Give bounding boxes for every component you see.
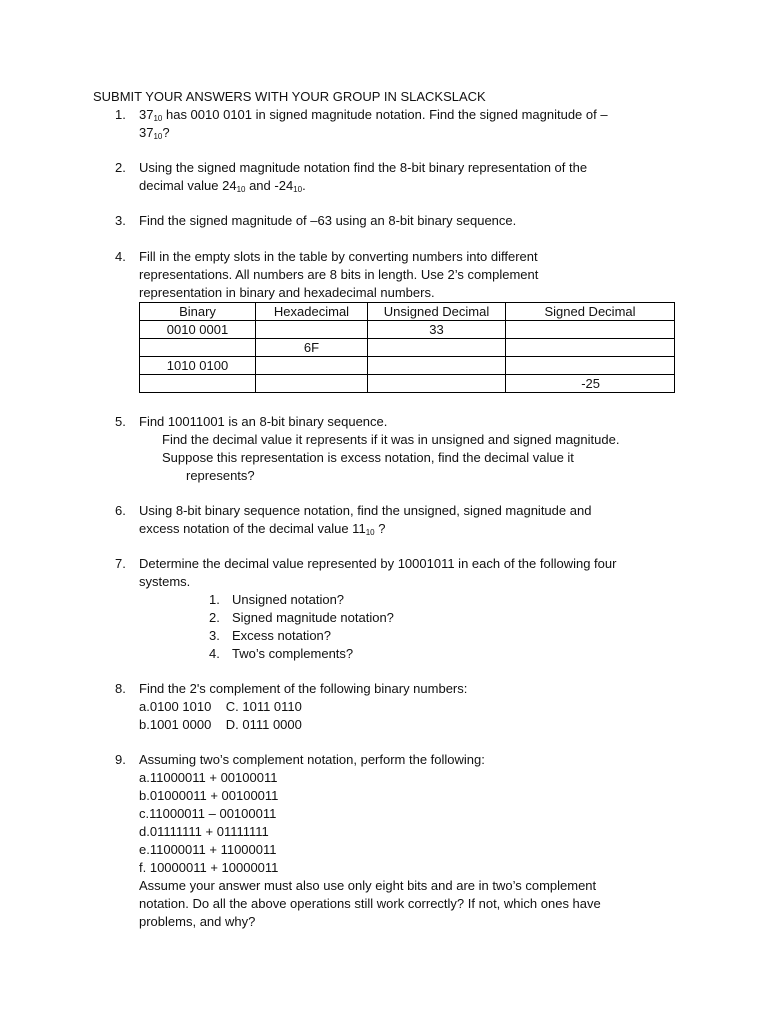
question-5-line-4: represents? [186,468,255,483]
table-cell[interactable] [140,339,256,357]
question-8-line-1: Find the 2's complement of the following binary numbers: [139,681,468,696]
table-cell[interactable] [368,339,506,357]
header-binary: Binary [140,303,256,321]
question-6-line-1: Using 8-bit binary sequence notation, find the unsigned, signed magnitude and [139,503,592,518]
table-cell[interactable]: 33 [368,321,506,339]
question-1-line-2: $37_{10}$? [139,125,170,141]
list-item: Unsigned notation? [232,592,345,607]
table-row [140,357,675,375]
operation-item: c.11000011 – 00100011 [139,806,277,821]
table-cell[interactable] [506,321,675,339]
question-6-line-2: excess notation of the decimal value $11_{10}$ ? [139,521,386,537]
list-item: Two’s complements? [232,646,354,661]
question-7-line-2: systems. [139,574,191,589]
table-row [140,375,675,393]
header-unsigned-decimal: Unsigned Decimal [368,303,506,321]
question-9-closing-line-1: Assume your answer must also use only eight bits and are in two’s complement [139,878,597,893]
page-header: SUBMIT YOUR ANSWERS WITH YOUR GROUP IN SLACKSLACK [93,89,486,104]
table-cell[interactable] [506,357,675,375]
header-signed-decimal: Signed Decimal [506,303,675,321]
question-1-number: 1. [115,107,126,122]
question-4-line-1: Fill in the empty slots in the table by converting numbers into different [139,249,538,264]
question-2-line-1: Using the signed magnitude notation find the 8-bit binary representation of the [139,160,588,175]
question-5-line-1: Find 10011001 is an 8-bit binary sequence. [139,414,388,429]
list-item: Signed magnitude notation? [232,610,394,625]
question-6-number: 6. [115,503,126,518]
table-cell[interactable]: 1010 0100 [140,357,256,375]
question-7-line-1: Determine the decimal value represented by 10001011 in each of the following four [139,556,617,571]
question-3-number: 3. [115,213,126,228]
operation-item: b.01000011 + 00100011 [139,788,279,803]
question-3-text: Find the signed magnitude of –63 using an 8-bit binary sequence. [139,213,517,228]
table-cell[interactable] [140,375,256,393]
question-8-number: 8. [115,681,126,696]
table-cell[interactable] [368,375,506,393]
conversion-table [139,302,675,393]
question-8-line-3: b.1001 0000 D. 0111 0000 [139,717,302,732]
list-item-number: 2. [209,610,220,625]
operation-item: f. 10000011 + 10000011 [139,860,279,875]
table-header-row [140,303,675,321]
question-5-line-3: Suppose this representation is excess notation, find the decimal value it [162,450,574,465]
table-cell[interactable] [506,339,675,357]
question-5-number: 5. [115,414,126,429]
list-item: Excess notation? [232,628,332,643]
operation-item: a.11000011 + 00100011 [139,770,278,785]
question-4-number: 4. [115,249,126,264]
table-cell[interactable]: 0010 0001 [140,321,256,339]
table-cell[interactable] [256,357,368,375]
question-9-number: 9. [115,752,126,767]
table-cell[interactable]: -25 [506,375,675,393]
operation-item: d.01111111 + 01111111 [139,824,269,839]
question-8-line-2: a.0100 1010 C. 1011 0110 [139,699,302,714]
question-4-line-2: representations. All numbers are 8 bits in length. Use 2’s complement [139,267,539,282]
question-9-closing-line-2: notation. Do all the above operations still work correctly? If not, which ones have [139,896,601,911]
table-row [140,321,675,339]
question-9-line-1: Assuming two’s complement notation, perform the following: [139,752,485,767]
question-2-line-2: decimal value $24_{10}$ and $-24_{10}$. [139,178,306,194]
list-item-number: 3. [209,628,220,643]
question-4-line-3: representation in binary and hexadecimal numbers. [139,285,435,300]
question-5-line-2: Find the decimal value it represents if it was in unsigned and signed magnitude. [162,432,620,447]
question-7-number: 7. [115,556,126,571]
table-cell[interactable] [256,321,368,339]
question-2-number: 2. [115,160,126,175]
question-9-closing-line-3: problems, and why? [139,914,256,929]
list-item-number: 4. [209,646,220,661]
table-cell[interactable] [256,375,368,393]
operation-item: e.11000011 + 11000011 [139,842,277,857]
table-row [140,339,675,357]
question-1-line-1: $37_{10}$ has 0010 0101 in signed magnitude notation. Find the signed magnitude of – [139,107,608,123]
table-cell[interactable] [368,357,506,375]
list-item-number: 1. [209,592,220,607]
header-hexadecimal: Hexadecimal [256,303,368,321]
table-cell[interactable]: 6F [256,339,368,357]
